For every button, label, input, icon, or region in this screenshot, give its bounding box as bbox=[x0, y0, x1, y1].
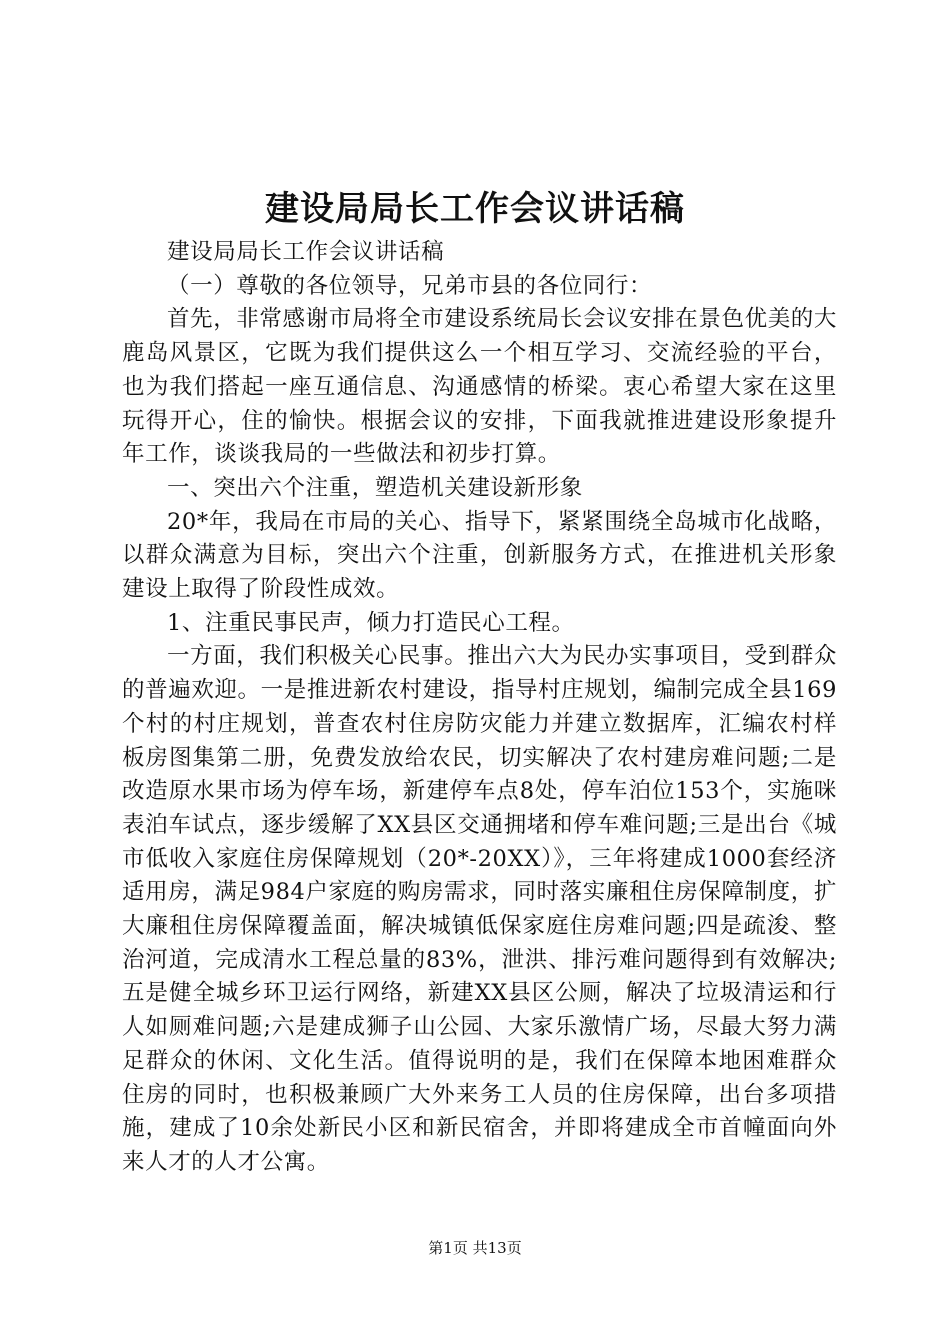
paragraph: 一方面，我们积极关心民事。推出六大为民办实事项目，受到群众的普遍欢迎。一是推进新农村建设，指导村庄规划，编制完成全县169个村的村庄规划，普查农村住房防灾能力并建立数据库，汇编农村样板房图集第二册，免费发放给农民，切实解决了农村建房难问题;二是改造原水果市场为停车场，新建停车点8处，停车泊位153个，实施咪表泊车试点，逐步缓解了XX县区交通拥堵和停车难问题;三是出台《城市低收入家庭住房保障规划（20*-20XX）》，三年将建成1000套经济适用房，满足984户家庭的购房需求，同时落实廉租住房保障制度，扩大廉租住房保障覆盖面，解决城镇低保家庭住房难问题;四是疏浚、整治河道，完成清水工程总量的83%，泄洪、排污难问题得到有效解决;五是健全城乡环卫运行网络，新建XX县区公厕，解决了垃圾清运和行人如厕难问题;六是建成狮子山公园、大家乐激情广场，尽最大努力满足群众的休闲、文化生活。值得说明的是，我们在保障本地困难群众住房的同时，也积极兼顾广大外来务工人员的住房保障，出台多项措施，建成了10余处新民小区和新民宿舍，并即将建成全市首幢面向外来人才的人才公寓。 bbox=[122, 643, 837, 1175]
subsection-heading: 1、注重民事民声，倾力打造民心工程。 bbox=[167, 609, 575, 636]
paragraph: 建设局局长工作会议讲话稿 bbox=[167, 239, 445, 265]
paragraph: 20*年，我局在市局的关心、指导下，紧紧围绕全岛城市化战略，以群众满意为目标，突出六个注重，创新服务方式，在推进机关形象建设上取得了阶段性成效。 bbox=[122, 508, 837, 603]
page-footer: 第1页 共13页 bbox=[428, 1239, 522, 1257]
section-heading: 一、突出六个注重，塑造机关建设新形象 bbox=[167, 474, 583, 501]
paragraph: 首先，非常感谢市局将全市建设系统局长会议安排在景色优美的大鹿岛风景区，它既为我们提供这么一个相互学习、交流经验的平台，也为我们搭起一座互通信息、沟通感情的桥梁。衷心希望大家在这里玩得开心，住的愉快。根据会议的安排，下面我就推进建设形象提升年工作，谈谈我局的一些做法和初步打算。 bbox=[122, 306, 837, 468]
document-title: 建设局局长工作会议讲话稿 bbox=[265, 189, 685, 229]
document-body bbox=[122, 236, 837, 1180]
paragraph: （一）尊敬的各位领导，兄弟市县的各位同行： bbox=[167, 272, 653, 299]
